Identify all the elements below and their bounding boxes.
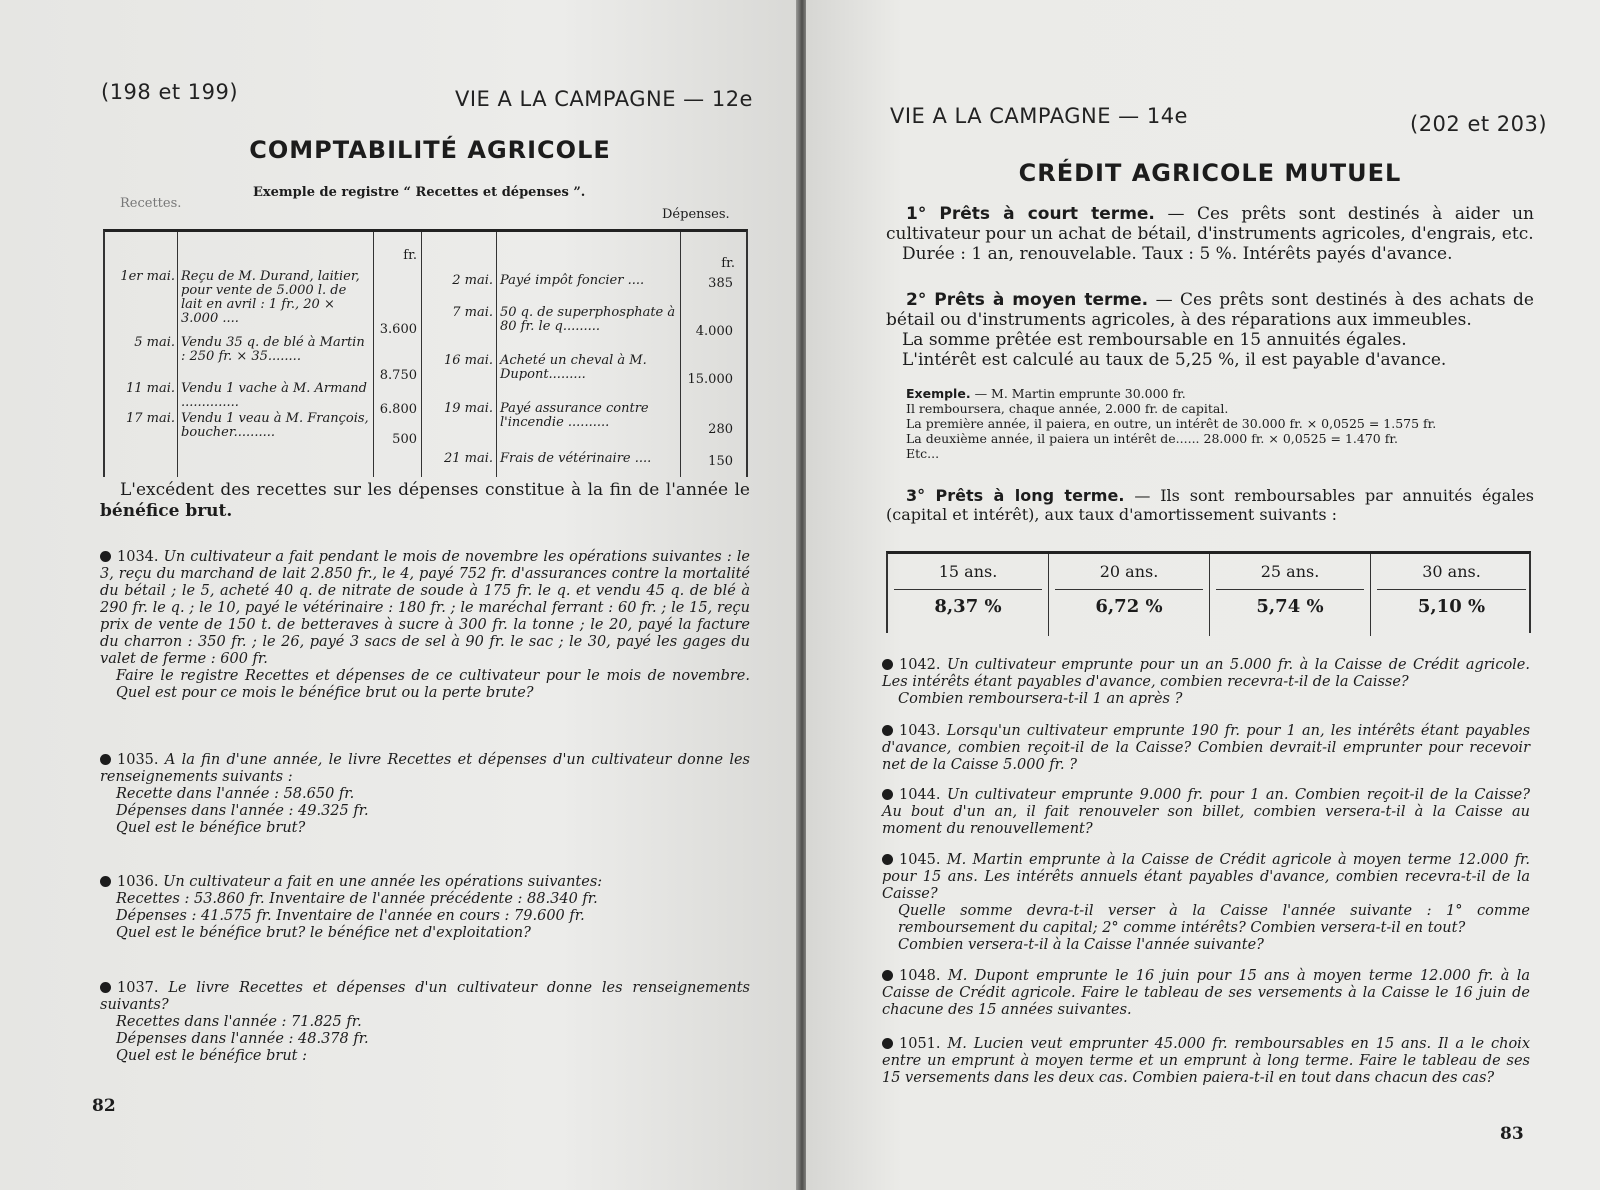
bullet-icon	[882, 789, 893, 800]
receipt-text: Vendu 1 vache à M. Armand ..............	[181, 381, 367, 410]
rate-column: 25 ans. 5,74 %	[1210, 554, 1371, 636]
loan-example: Exemple. — M. Martin emprunte 30.000 fr. Il remboursera, chaque année, 2.000 fr. de capital. La première année, il paiera, en outre, un intérêt de 30.000 fr. × 0,0525 = 1.575 fr. La deuxième année, il paiera un intérêt de...... 28.000 fr. × 0,0525 = 1.470 fr. Etc...	[906, 386, 1437, 461]
receipt-date: 1er mai.	[120, 269, 175, 284]
left-page	[0, 0, 798, 1190]
bullet-icon	[882, 970, 893, 981]
receipt-text: Vendu 1 veau à M. François, boucher..........	[181, 411, 369, 440]
rate-column: 20 ans. 6,72 %	[1049, 554, 1210, 636]
receipt-date: 11 mai.	[125, 381, 175, 396]
exercise-1035: 1035. A la fin d'une année, le livre Recettes et dépenses d'un cultivateur donne les renseignements suivants : Recette dans l'année : 58.650 fr. Dépenses dans l'année : 49.325 fr. Quel est le bénéfice brut?	[100, 752, 750, 836]
exercise-1042: 1042. Un cultivateur emprunte pour un an 5.000 fr. à la Caisse de Crédit agricole. Les intérêts étant payables d'avance, combien recevra-t-il de la Caisse? Combien remboursera-t-il 1 an après ?	[882, 657, 1531, 707]
receipt-date: 5 mai.	[134, 335, 175, 350]
left-running-head: VIE A LA CAMPAGNE — 12e	[455, 87, 753, 111]
receipt-amount: 3.600	[379, 322, 417, 337]
expense-text: 50 q. de superphosphate à 80 fr. le q.........	[500, 305, 676, 334]
amortization-rates-table	[886, 551, 1531, 633]
expense-amount: 280	[708, 422, 733, 437]
expense-amount: 150	[708, 454, 733, 469]
receipt-text: Reçu de M. Durand, laitier, pour vente de 5.000 l. de lait en avril : 1 fr., 20 × 3.000 ....	[181, 269, 360, 326]
bullet-icon	[100, 754, 111, 765]
expenses-unit: fr.	[721, 256, 735, 271]
exercise-1037: 1037. Le livre Recettes et dépenses d'un cultivateur donne les renseignements suivants? Recettes dans l'année : 71.825 fr. Dépenses dans l'année : 48.378 fr. Quel est le bénéfice brut :	[100, 980, 750, 1064]
bullet-icon	[882, 1038, 893, 1049]
ledger-subtitle: Exemple de registre “ Recettes et dépenses ”.	[253, 185, 586, 200]
receipts-label: Recettes.	[120, 196, 182, 211]
bullet-icon	[882, 854, 893, 865]
expense-amount: 4.000	[695, 324, 733, 339]
receipt-amount: 8.750	[379, 368, 417, 383]
bullet-icon	[882, 725, 893, 736]
expenses-label: Dépenses.	[662, 207, 730, 222]
long-term-loans: 3° Prêts à long terme. — Ils sont remboursables par annuités égales (capital et intérêt), aux taux d'amortissement suivants :	[886, 486, 1534, 524]
right-page-ref: (202 et 203)	[1410, 112, 1548, 136]
expense-date: 16 mai.	[443, 353, 493, 368]
short-term-loans: 1° Prêts à court terme. — Ces prêts sont destinés à aider un cultivateur pour un achat de bétail, d'instruments agricoles, d'engrais, etc. Durée : 1 an, renouvelable. Taux : 5 %. Intérêts payés d'avance.	[886, 204, 1534, 264]
exercise-1034: 1034. Un cultivateur a fait pendant le mois de novembre les opérations suivantes : le 3, reçu du marchand de lait 2.850 fr., le 4, payé 752 fr. d'assurances contre la mortalité du bétail ; le 5, acheté 40 q. de nitrate de soude à 175 fr. le q. et vendu 45 q. de blé à 290 fr. le q. ; le 10, payé le vétérinaire : 180 fr. ; le maréchal ferrant : 60 fr. ; le 15, reçu prix de vente de 150 t. de betteraves à sucre à 300 fr. la tonne ; le 20, payé la facture du charron : 350 fr. ; le 26, payé 3 sacs de sel à 90 fr. le sac ; le 30, payé les gages du valet de ferme : 600 fr. Faire le registre Recettes et dépenses de ce cultivateur pour le mois de novembre. Quel est pour ce mois le bénéfice brut ou la perte brute?	[100, 549, 750, 701]
expense-text: Frais de vétérinaire ....	[500, 451, 652, 466]
exercise-1045: 1045. M. Martin emprunte à la Caisse de Crédit agricole à moyen terme 12.000 fr. pour 15 ans. Les intérêts annuels étant payables d'avance, combien recevra-t-il de la Caisse? Quelle somme devra-t-il verser à la Caisse l'année suivante : 1° comme remboursement du capital; 2° comme intérêts? Combien versera-t-il en tout? Combien versera-t-il à la Caisse l'année suivante?	[882, 852, 1531, 953]
left-page-ref: (198 et 199)	[101, 80, 239, 104]
bullet-icon	[100, 876, 111, 887]
receipts-unit: fr.	[403, 248, 417, 263]
right-running-head: VIE A LA CAMPAGNE — 14e	[890, 104, 1188, 128]
left-page-number: 82	[92, 1096, 116, 1116]
expense-text: Acheté un cheval à M. Dupont.........	[500, 353, 647, 382]
rate-column: 15 ans. 8,37 %	[888, 554, 1049, 636]
receipt-date: 17 mai.	[125, 411, 175, 426]
rate-column: 30 ans. 5,10 %	[1371, 554, 1532, 636]
right-page-title: CRÉDIT AGRICOLE MUTUEL	[1018, 159, 1402, 187]
expense-text: Payé assurance contre l'incendie ..........	[500, 401, 649, 430]
receipt-amount: 500	[392, 432, 417, 447]
receipt-text: Vendu 35 q. de blé à Martin : 250 fr. × 35........	[181, 335, 365, 364]
expense-date: 2 mai.	[452, 273, 493, 288]
exercise-1036: 1036. Un cultivateur a fait en une année les opérations suivantes: Recettes : 53.860 fr. Inventaire de l'année précédente : 88.340 fr. Dépenses : 41.575 fr. Inventaire de l'année en cours : 79.600 fr. Quel est le bénéfice brut? le bénéfice net d'exploitation?	[100, 874, 750, 942]
expense-date: 19 mai.	[443, 401, 493, 416]
ledger-table	[103, 229, 748, 477]
bullet-icon	[100, 982, 111, 993]
expense-text: Payé impôt foncier ....	[500, 273, 645, 288]
medium-term-loans: 2° Prêts à moyen terme. — Ces prêts sont destinés à des achats de bétail ou d'instruments agricoles, à des réparations aux immeubles. La somme prêtée est remboursable en 15 annuités égales. L'intérêt est calculé au taux de 5,25 %, il est payable d'avance.	[886, 290, 1534, 370]
exercise-1044: 1044. Un cultivateur emprunte 9.000 fr. pour 1 an. Combien reçoit-il de la Caisse? Au bout d'un an, il fait renouveler son billet, combien versera-t-il à la Caisse au moment du renouvellement?	[882, 787, 1531, 837]
left-page-title: COMPTABILITÉ AGRICOLE	[249, 136, 611, 164]
exercise-1043: 1043. Lorsqu'un cultivateur emprunte 190 fr. pour 1 an, les intérêts étant payables d'avance, combien reçoit-il de la Caisse? Combien devrait-il emprunter pour recevoir net de la Caisse 5.000 fr. ?	[882, 723, 1531, 773]
receipt-amount: 6.800	[379, 402, 417, 417]
right-page-number: 83	[1500, 1124, 1524, 1144]
bullet-icon	[882, 659, 893, 670]
summary-paragraph: L'excédent des recettes sur les dépenses constitue à la fin de l'année le bénéfice brut.	[100, 480, 750, 521]
exercise-1051: 1051. M. Lucien veut emprunter 45.000 fr. remboursables en 15 ans. Il a le choix entre un emprunt à moyen terme et un emprunt à long terme. Faire le tableau de ses 15 versements dans les deux cas. Combien paiera-t-il en tout dans chacun des cas?	[882, 1036, 1531, 1086]
expense-amount: 15.000	[687, 372, 733, 387]
expense-date: 7 mai.	[452, 305, 493, 320]
bullet-icon	[100, 551, 111, 562]
expense-date: 21 mai.	[443, 451, 493, 466]
exercise-1048: 1048. M. Dupont emprunte le 16 juin pour 15 ans à moyen terme 12.000 fr. à la Caisse de Crédit agricole. Faire le tableau de ses versements à la Caisse le 16 juin de chacune des 15 années suivantes.	[882, 968, 1530, 1018]
expense-amount: 385	[708, 276, 733, 291]
